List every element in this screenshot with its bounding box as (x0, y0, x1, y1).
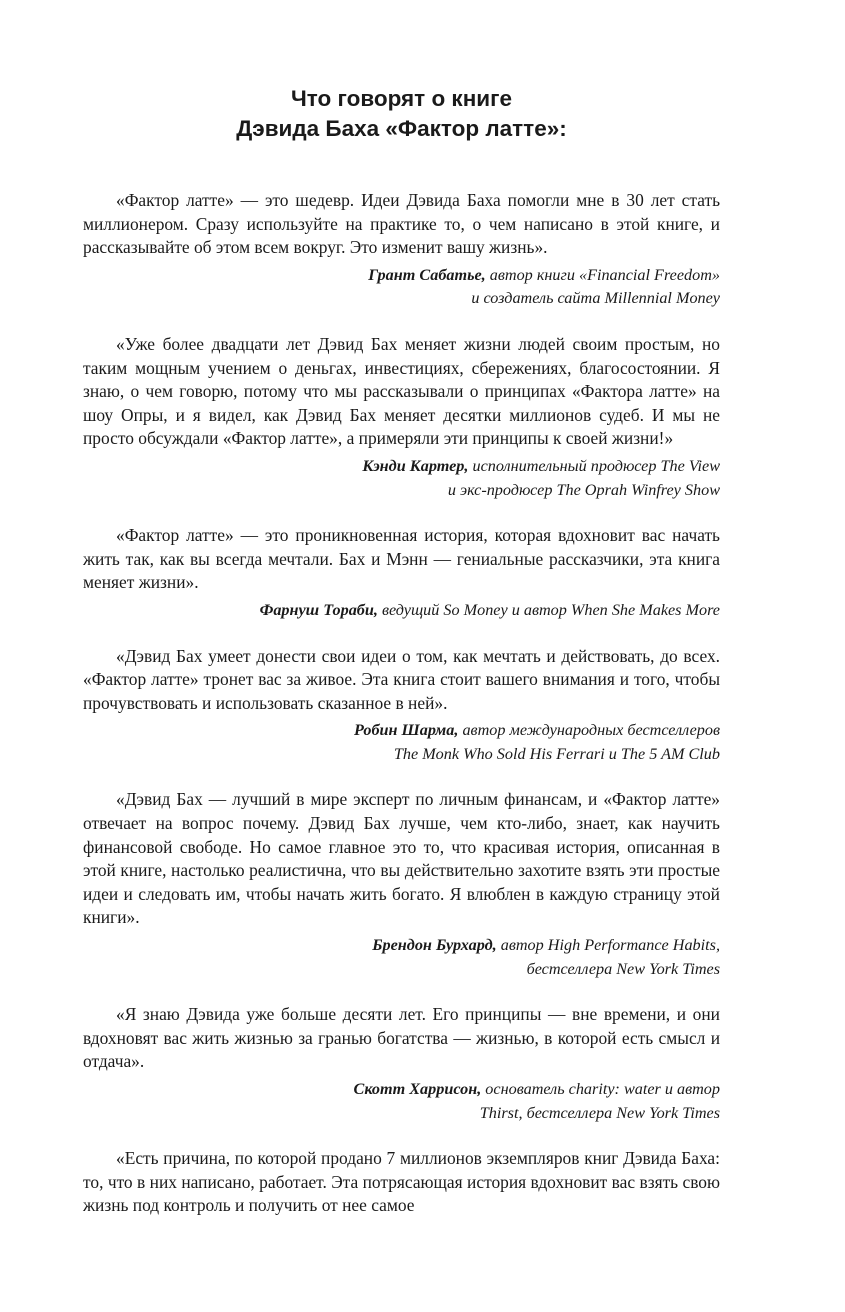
review-quote: «Фактор латте» — это проникновенная история, которая вдохновит вас начать жить так, как вы всегда мечтали. Бах и Мэнн — гениальные рассказчики, эта книга меняет жизни». (83, 525, 720, 593)
review-quote: «Дэвид Бах умеет донести свои идеи о том, как мечтать и действовать, до всех. «Фактор латте» тронет вас за живое. Эта книга стоит вашего внимания и того, чтобы прочувствовать и использовать сказанное в ней». (83, 645, 720, 713)
review-4 (83, 645, 720, 767)
review-role: автор международных бестселлеров (458, 721, 720, 740)
page-title-line-1: Что говорят о книге (290, 86, 513, 111)
book-page (83, 84, 720, 1240)
review-quote: «Я знаю Дэвида уже больше десяти лет. Его принципы — вне времени, и они вдохновят вас жить жизнью за гранью богатства — жизнью, в которой есть смысл и отдача». (83, 1004, 720, 1072)
review-2 (83, 333, 720, 502)
review-quote: «Дэвид Бах — лучший в мире эксперт по личным финансам, и «Фактор латте» отвечает на вопрос почему. Дэвид Бах лучше, чем кто-либо, знает, как научить финансовой свободе. Но самое главное это то, что красивая история, описанная в этой книге, настолько реалистична, что вы действительно захотите взять эти простые идеи и следовать им, чтобы начать жить богато. Я влюблен в каждую страницу этой книги». (83, 789, 720, 928)
review-author: Робин Шарма, (354, 721, 459, 740)
review-attribution (83, 934, 720, 981)
review-attribution (83, 455, 720, 502)
review-role: автор High Performance Habits, (496, 936, 720, 955)
page-title-line-2: Дэвида Баха «Фактор латте»: (236, 116, 567, 141)
review-role: ведущий So Money и автор When She Makes More (377, 600, 720, 619)
review-author: Скотт Харрисон, (353, 1080, 482, 1098)
review-7 (83, 1147, 720, 1218)
attribution-line-2: бестселлера New York Times (526, 959, 720, 978)
review-attribution (83, 599, 720, 623)
attribution-line-2: и экс-продюсер The Oprah Winfrey Show (447, 480, 720, 499)
review-quote: «Уже более двадцати лет Дэвид Бах меняет жизни людей своим простым, но таким мощным учением о деньгах, инвестициях, сбережениях, благосостоянии. Я знаю, о чем говорю, потому что мы рассказывали о принципах «Фактора латте» на шоу Опры, и я видел, как Дэвид Бах меняет десятки миллионов судеб. И мы не просто обсуждали «Фактор латте», а примеряли эти принципы к своей жизни!» (83, 333, 720, 449)
attribution-line-2: и создатель сайта Millennial Money (471, 289, 720, 308)
review-role: автор книги «Financial Freedom» (485, 265, 720, 284)
review-3 (83, 524, 720, 622)
attribution-line-1 (83, 934, 720, 958)
review-role: исполнительный продюсер The View (468, 456, 720, 475)
attribution-line-1 (83, 1078, 720, 1102)
review-author: Грант Сабатье, (368, 265, 486, 284)
attribution-line-1 (83, 599, 720, 623)
attribution-line-1 (83, 719, 720, 743)
attribution-line-2: The Monk Who Sold His Ferrari и The 5 AM Club (393, 744, 720, 763)
review-quote: «Есть причина, по которой продано 7 миллионов экземпляров книг Дэвида Баха: то, что в них написано, работает. Эта потрясающая история вдохновит вас взять свою жизнь под контроль и получить от нее самое (83, 1148, 720, 1216)
review-attribution (83, 1078, 720, 1125)
review-1 (83, 189, 720, 311)
review-5 (83, 788, 720, 981)
page-title (83, 84, 720, 144)
review-author: Брендон Бурхард, (372, 936, 497, 955)
attribution-line-1 (83, 455, 720, 479)
attribution-line-1 (83, 264, 720, 288)
review-6 (83, 1003, 720, 1125)
review-role: основатель charity: water и автор (481, 1080, 720, 1098)
review-attribution (83, 264, 720, 311)
review-author: Фарнуш Тораби, (259, 600, 378, 619)
attribution-line-2: Thirst, бестселлера New York Times (479, 1103, 720, 1122)
review-quote: «Фактор латте» — это шедевр. Идеи Дэвида Баха помогли мне в 30 лет стать миллионером. Сразу используйте на практике то, о чем написано в этой книге, и рассказывайте об этом всем вокруг. Это изменит вашу жизнь». (83, 190, 720, 258)
review-author: Кэнди Картер, (362, 456, 469, 475)
review-attribution (83, 719, 720, 766)
